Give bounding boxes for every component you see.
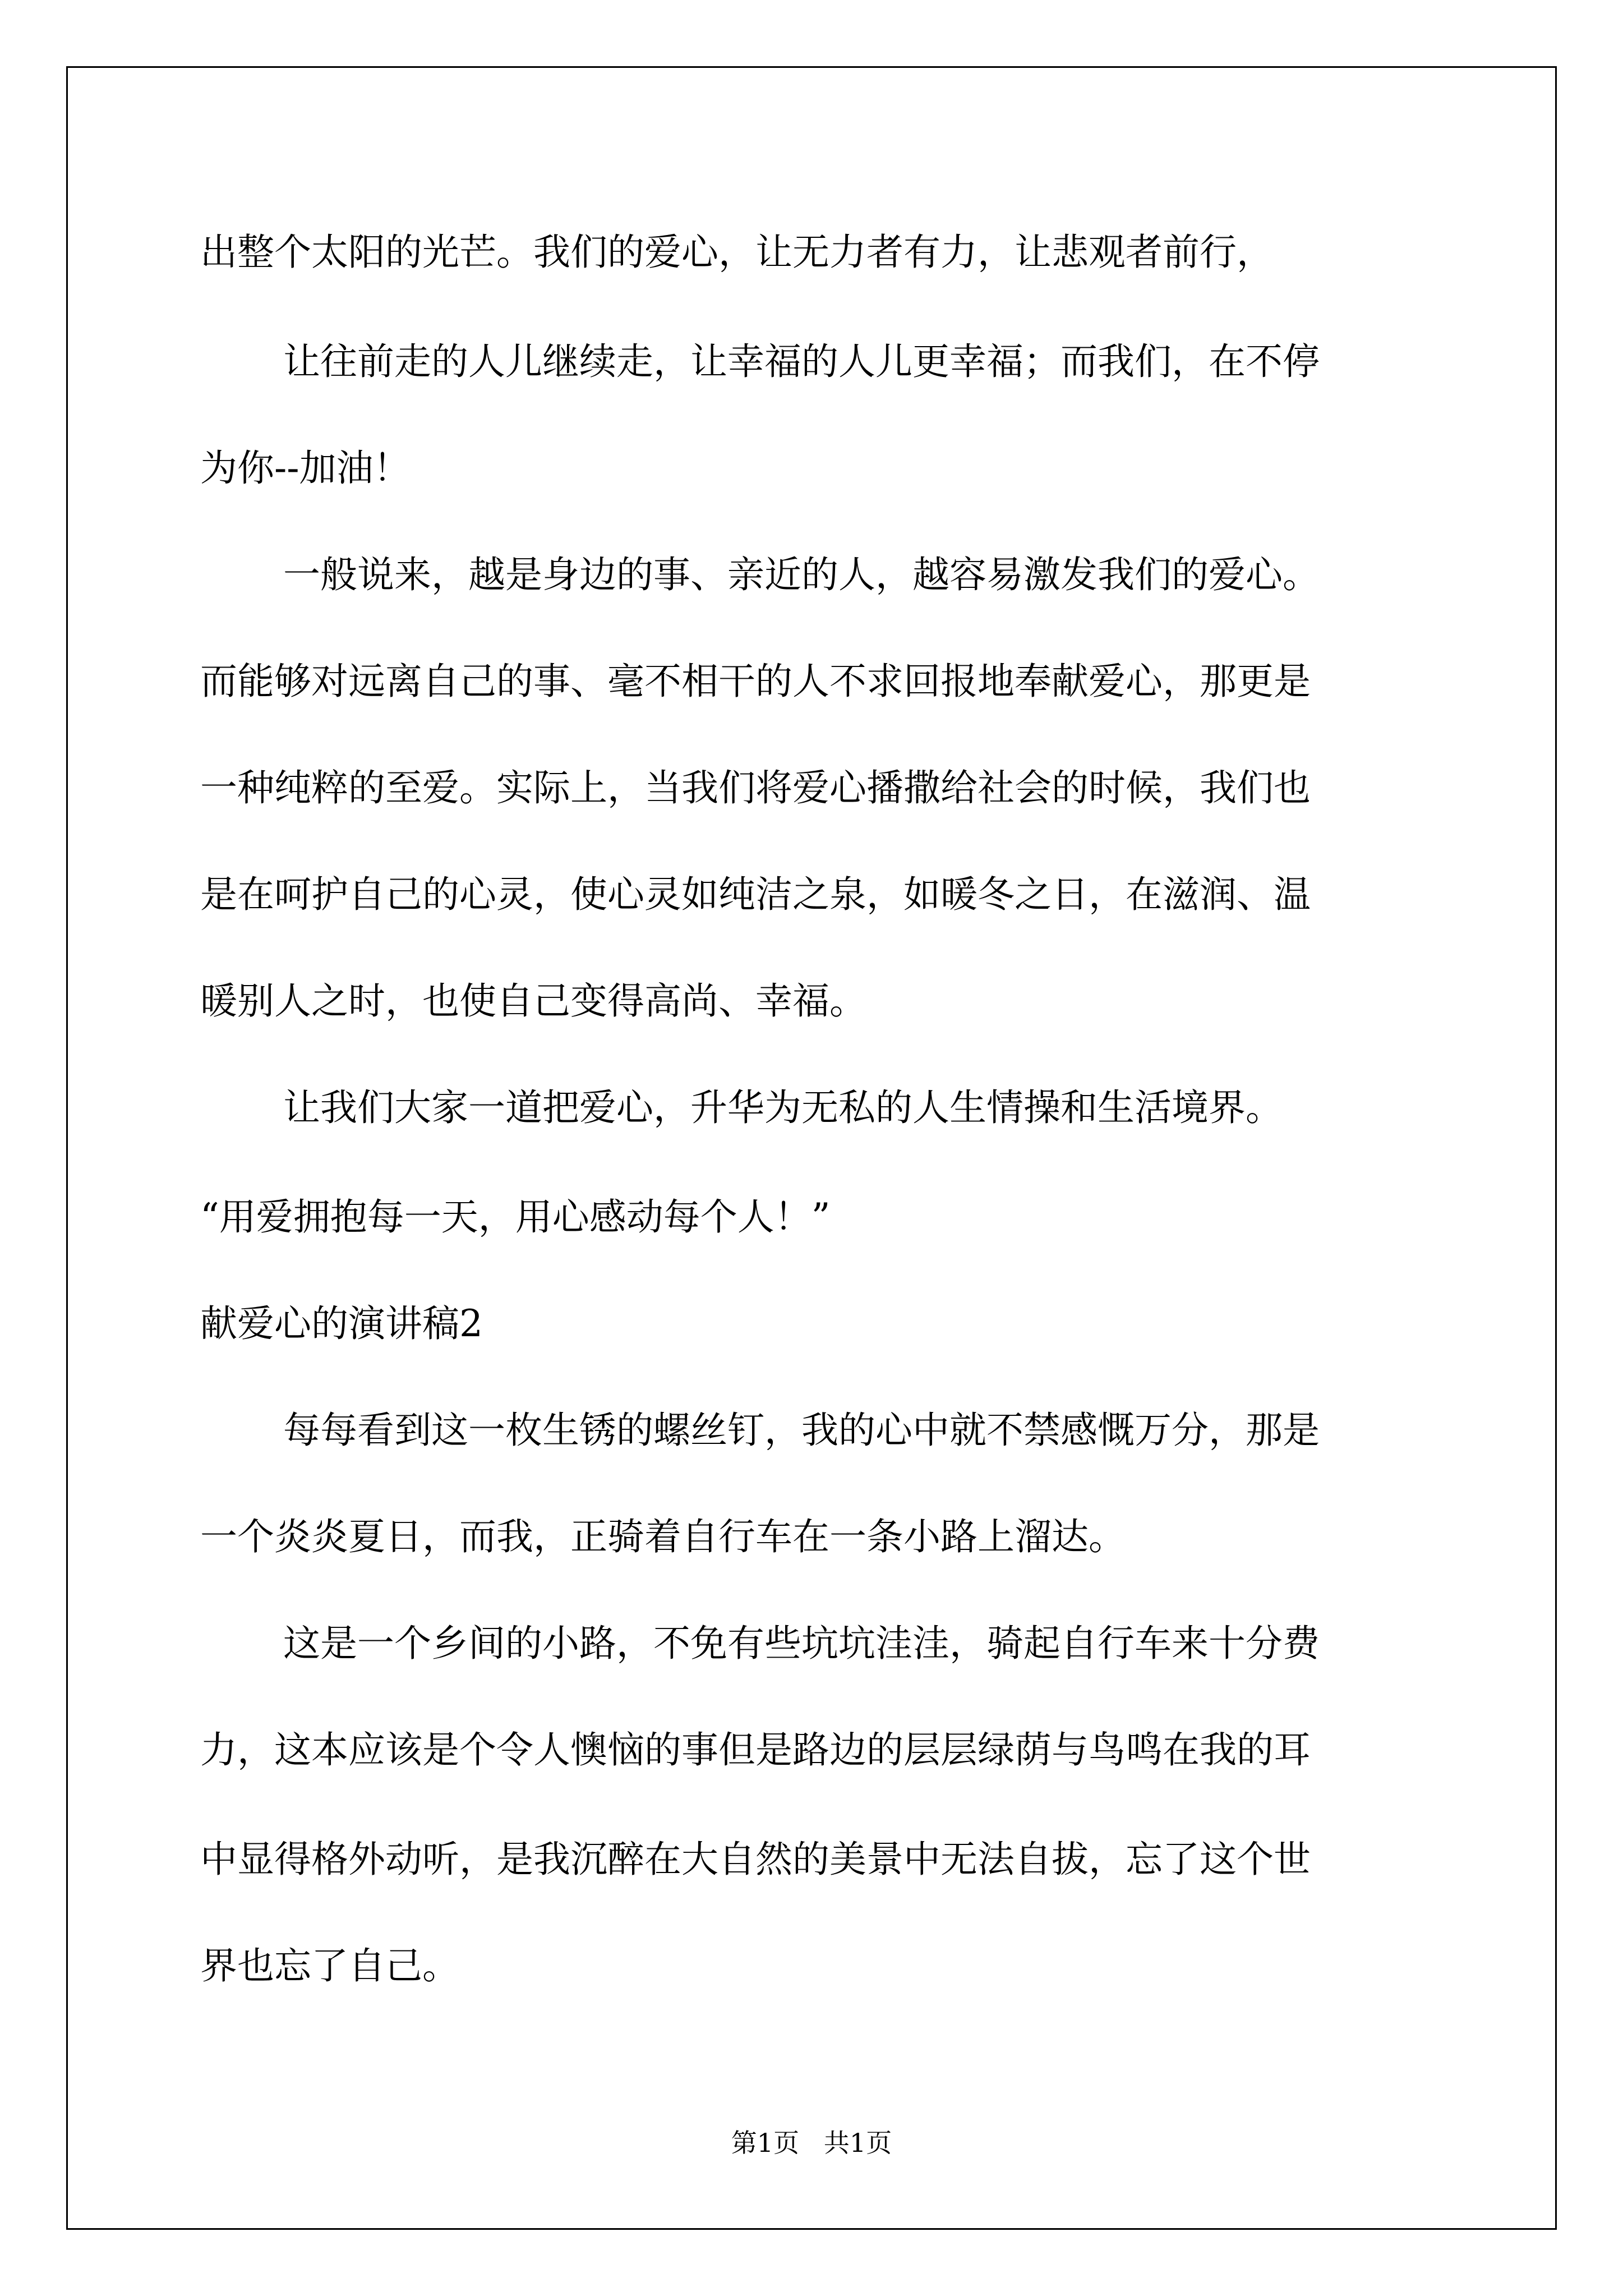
- text-line: “用爱拥抱每一天，用心感动每个人！”: [200, 1195, 831, 1239]
- text-line: 暖别人之时，也使自己变得高尚、幸福。: [200, 979, 866, 1023]
- text-line: 力，这本应该是个令人懊恼的事但是路边的层层绿荫与鸟鸣在我的耳: [200, 1728, 1311, 1772]
- text-line: 而能够对远离自己的事、毫不相干的人不求回报地奉献爱心，那更是: [200, 660, 1311, 703]
- text-line: 是在呵护自己的心灵，使心灵如纯洁之泉，如暖冬之日，在滋润、温: [200, 873, 1311, 916]
- text-line: 让往前走的人儿继续走，让幸福的人儿更幸福；而我们，在不停: [283, 340, 1320, 383]
- text-line: 让我们大家一道把爱心，升华为无私的人生情操和生活境界。: [283, 1086, 1283, 1129]
- text-line: 一个炎炎夏日，而我，正骑着自行车在一条小路上溜达。: [200, 1515, 1126, 1558]
- text-line: 界也忘了自己。: [200, 1944, 459, 1987]
- text-line: 为你--加油！: [200, 447, 411, 490]
- text-line: 每每看到这一枚生锈的螺丝钉，我的心中就不禁感慨万分，那是: [283, 1409, 1320, 1452]
- text-line: 这是一个乡间的小路，不免有些坑坑洼洼，骑起自行车来十分费: [283, 1622, 1320, 1665]
- text-line: 一般说来，越是身边的事、亲近的人，越容易激发我们的爱心。: [283, 553, 1320, 596]
- text-line: 出整个太阳的光芒。我们的爱心，让无力者有力，让悲观者前行，: [200, 231, 1274, 274]
- page-footer: 第1页 共1页: [731, 2128, 892, 2158]
- page-border: [66, 66, 1557, 2230]
- text-line: 一种纯粹的至爱。实际上，当我们将爱心播撒给社会的时候，我们也: [200, 766, 1311, 809]
- text-line: 中显得格外动听，是我沉醉在大自然的美景中无法自拔，忘了这个世: [200, 1838, 1311, 1881]
- section-heading: 献爱心的演讲稿2: [200, 1302, 483, 1345]
